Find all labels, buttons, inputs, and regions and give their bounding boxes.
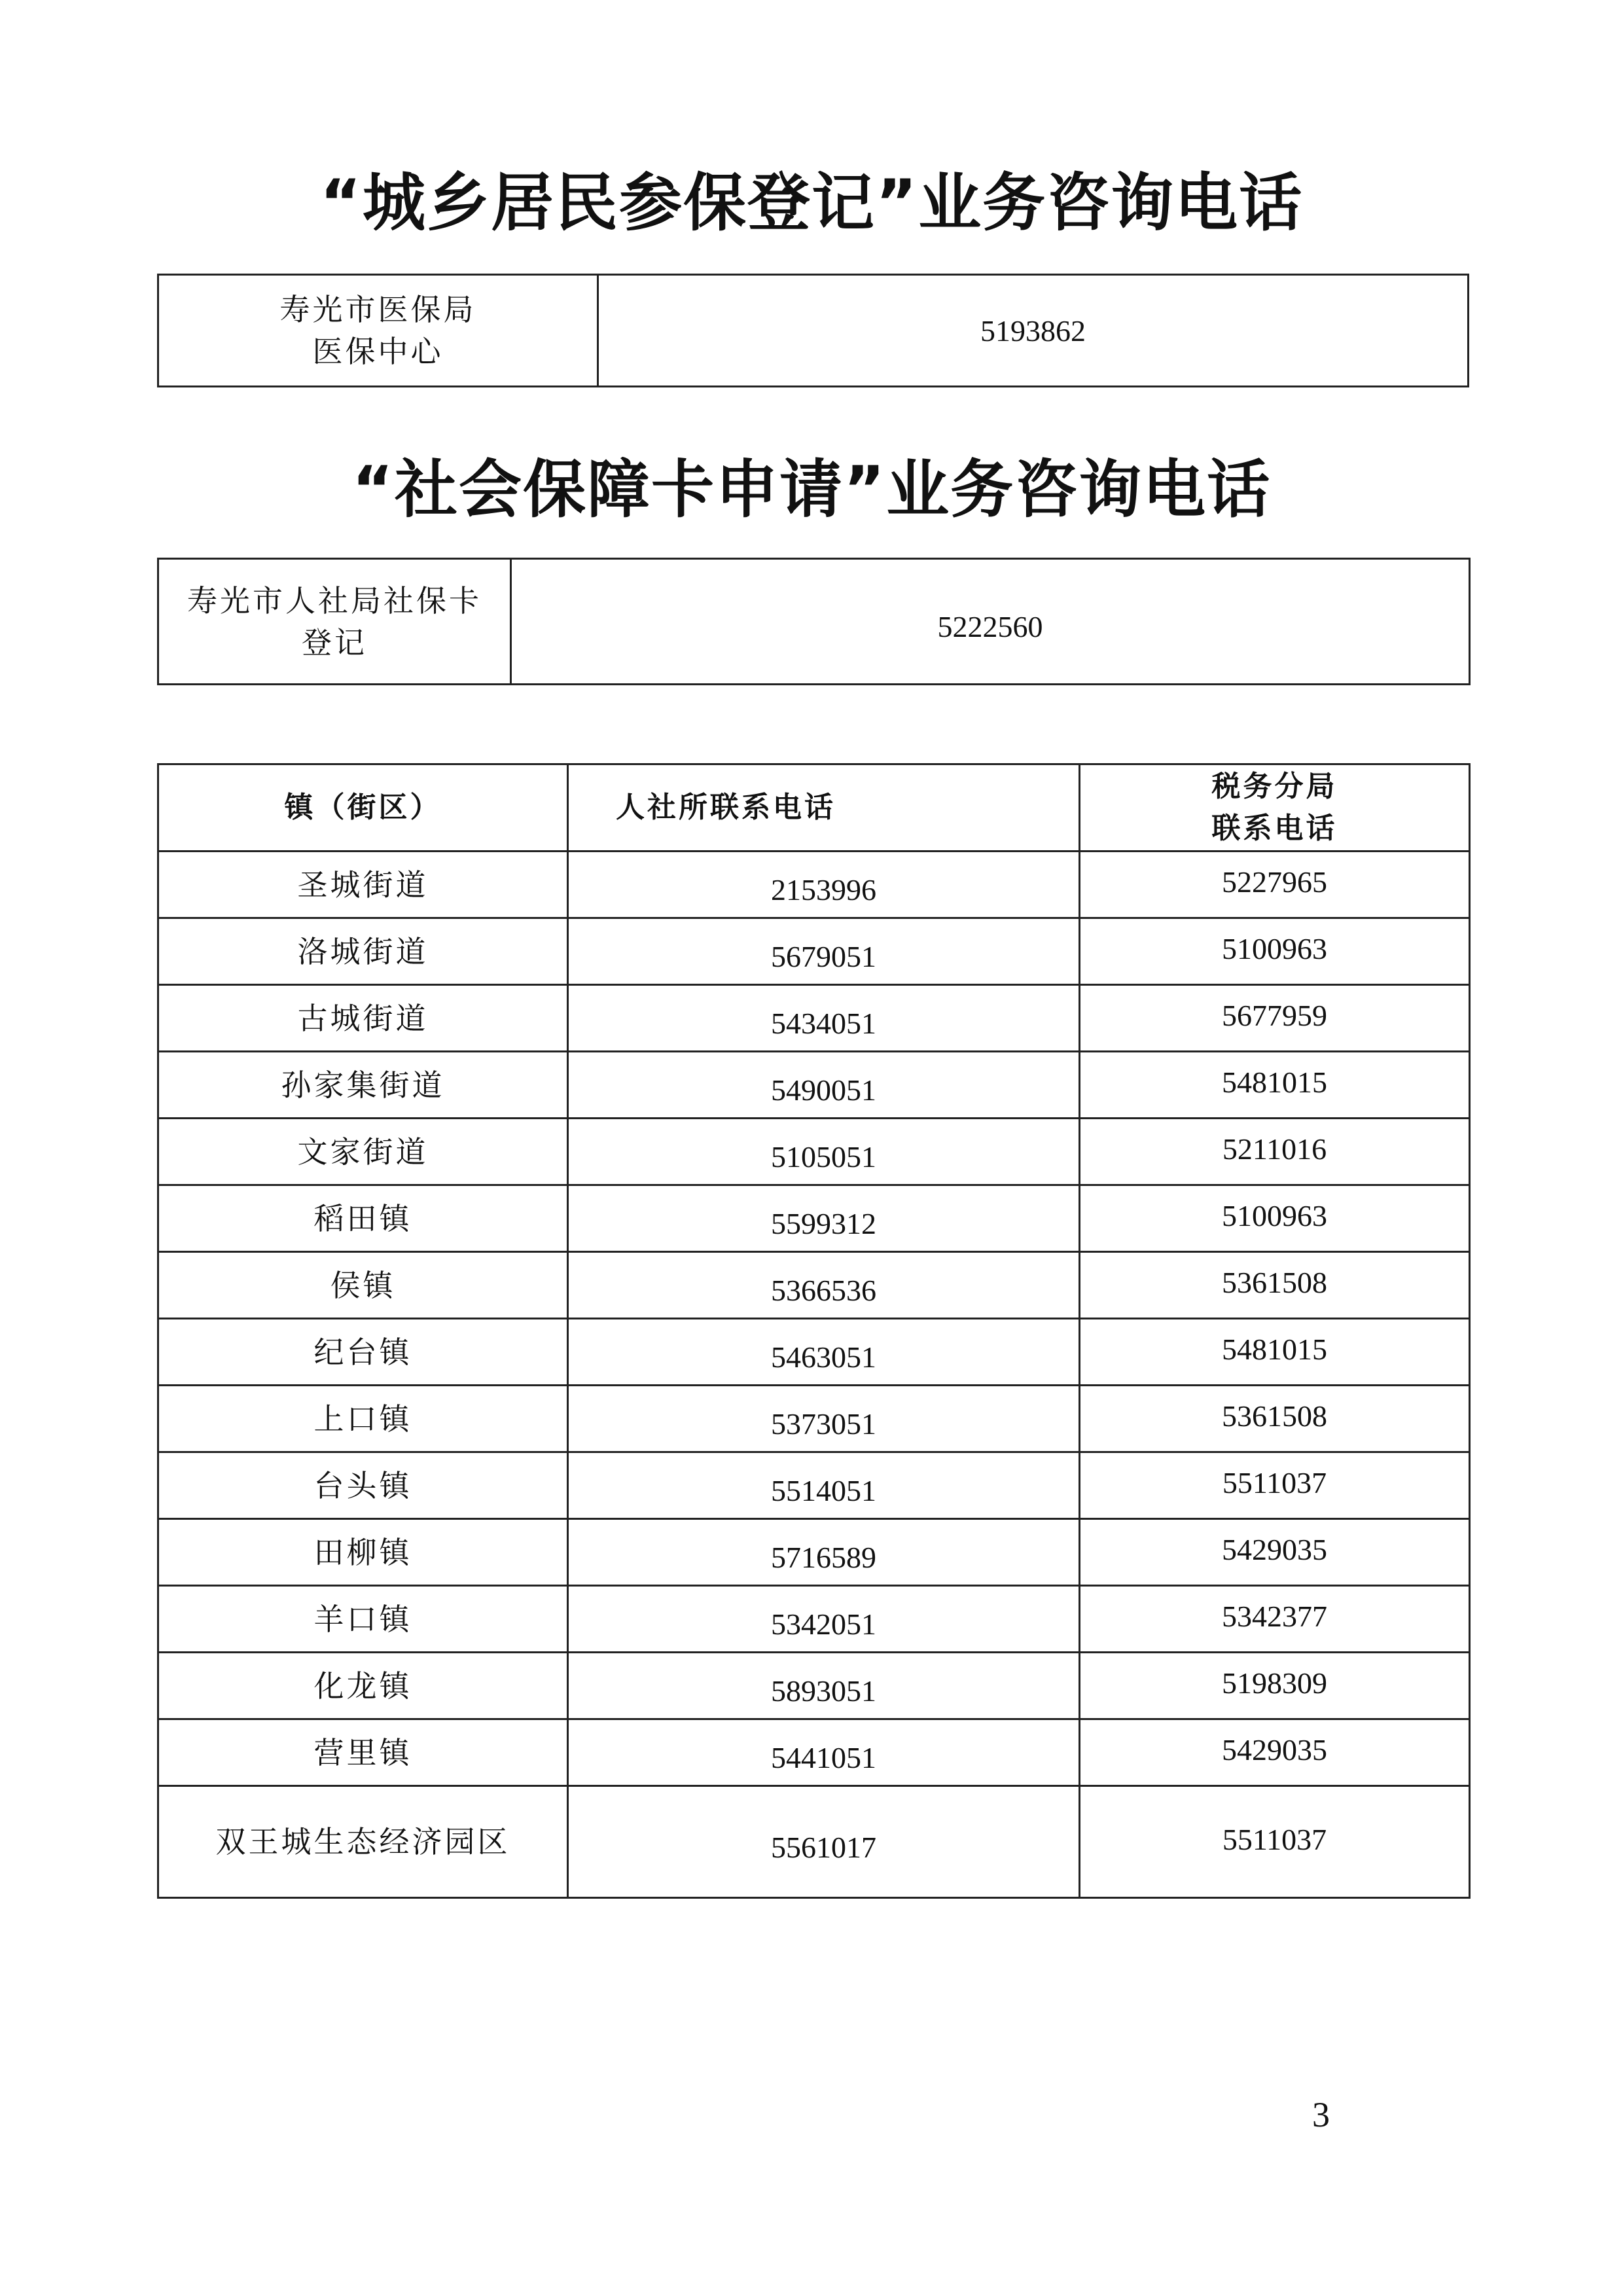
table-row [158,1052,1470,1119]
tax-phone: 5511037 [1080,1786,1470,1898]
hr-phone: 5366536 [568,1252,1080,1319]
org-name-line2: 登记 [302,624,367,660]
table-row [158,1185,1470,1252]
town-name: 孙家集街道 [158,1052,568,1119]
tax-phone: 5361508 [1080,1386,1470,1452]
hr-phone: 2153996 [568,852,1080,918]
org-cell [158,559,511,685]
town-name: 文家街道 [158,1119,568,1185]
hr-phone: 5599312 [568,1185,1080,1252]
tax-phone: 5511037 [1080,1452,1470,1519]
hr-phone: 5342051 [568,1586,1080,1653]
hr-phone: 5105051 [568,1119,1080,1185]
table-header-row [158,764,1470,852]
town-name: 洛城街道 [158,918,568,985]
tax-phone: 5198309 [1080,1653,1470,1719]
hr-phone: 5514051 [568,1452,1080,1519]
table-row [158,1252,1470,1319]
town-name: 稻田镇 [158,1185,568,1252]
town-name: 双王城生态经济园区 [158,1786,568,1898]
table-row [158,1586,1470,1653]
town-name: 羊口镇 [158,1586,568,1653]
tax-phone: 5342377 [1080,1586,1470,1653]
table-row [158,1519,1470,1586]
hr-phone: 5679051 [568,918,1080,985]
social-security-card-table [157,558,1471,685]
org-cell [158,275,598,387]
hr-phone: 5716589 [568,1519,1080,1586]
town-name: 侯镇 [158,1252,568,1319]
header-town: 镇（街区） [158,764,568,852]
hr-phone: 5561017 [568,1786,1080,1898]
org-name-line1: 寿光市人社局社保卡 [187,583,482,619]
table-row [158,985,1470,1052]
town-name: 纪台镇 [158,1319,568,1386]
header-tax-line2: 联系电话 [1211,812,1338,845]
tax-phone: 5481015 [1080,1319,1470,1386]
header-tax-line1: 税务分局 [1211,770,1338,803]
hr-phone: 5490051 [568,1052,1080,1119]
table-row [158,1319,1470,1386]
resident-insurance-table [157,274,1469,387]
tax-phone: 5429035 [1080,1719,1470,1786]
tax-phone: 5100963 [1080,918,1470,985]
town-name: 古城街道 [158,985,568,1052]
hr-phone: 5893051 [568,1653,1080,1719]
town-name: 营里镇 [158,1719,568,1786]
tax-phone: 5429035 [1080,1519,1470,1586]
section-title-resident-insurance: “城乡居民参保登记”业务咨询电话 [319,166,1304,240]
page-number: 3 [1312,2095,1330,2134]
tax-phone: 5211016 [1080,1119,1470,1185]
phone-number: 5222560 [511,559,1470,685]
table-row [158,1119,1470,1185]
tax-phone: 5481015 [1080,1052,1470,1119]
town-name: 上口镇 [158,1386,568,1452]
phone-number: 5193862 [598,275,1469,387]
table-row [158,918,1470,985]
table-row [158,1653,1470,1719]
header-tax-phone [1080,764,1470,852]
table-row [158,852,1470,918]
town-name: 化龙镇 [158,1653,568,1719]
table-row [158,1719,1470,1786]
org-name-line1: 寿光市医保局 [279,292,476,327]
hr-phone: 5441051 [568,1719,1080,1786]
hr-phone: 5373051 [568,1386,1080,1452]
hr-phone: 5434051 [568,985,1080,1052]
section-title-social-security-card: “社会保障卡申请”业务咨询电话 [351,453,1272,526]
town-name: 圣城街道 [158,852,568,918]
table-row [158,1452,1470,1519]
tax-phone: 5227965 [1080,852,1470,918]
town-contact-table [157,763,1471,1899]
org-name-line2: 医保中心 [312,334,444,369]
table-row [158,1786,1470,1898]
header-hr-phone: 人社所联系电话 [568,764,1080,852]
town-name: 田柳镇 [158,1519,568,1586]
tax-phone: 5677959 [1080,985,1470,1052]
town-name: 台头镇 [158,1452,568,1519]
table-row [158,1386,1470,1452]
town-rows [158,852,1470,1898]
tax-phone: 5100963 [1080,1185,1470,1252]
tax-phone: 5361508 [1080,1252,1470,1319]
hr-phone: 5463051 [568,1319,1080,1386]
